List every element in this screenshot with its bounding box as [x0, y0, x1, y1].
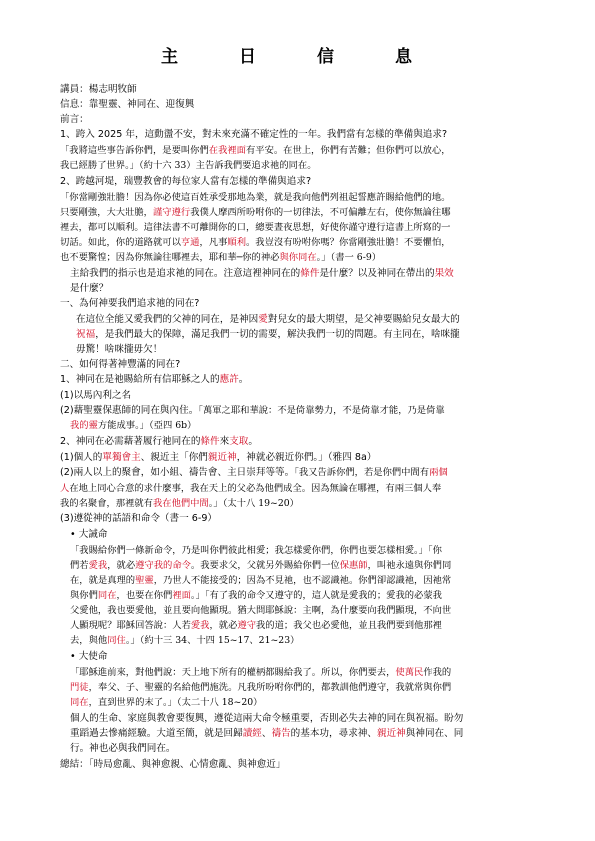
highlight-among-them: 我在他們中間	[152, 498, 209, 509]
highlight-condition: 條件	[300, 268, 320, 279]
conclusion-line-1: 個人的生命、家庭與教會要復興，遵從這兩大命令極重要，否則必失去神的同在與祝福。盼勿	[70, 713, 464, 724]
heading-why: 一、為何神要我們追求祂的同在?	[60, 298, 200, 309]
point-2: 2、跨越河堤，瑞豐教會的每位家人當有怎樣的準備與追求?	[60, 176, 312, 187]
highlight-success: 順利	[227, 237, 246, 248]
conclusion-line-3: 行。神也必與我們同在。	[70, 743, 176, 754]
how-point-2-sub-1: (1)個人的單獨會主、親近主「你們親近神，神就必親近你們。」（雅四 8a）	[60, 452, 377, 463]
quote-matthew-18-line-1: 人在地上同心合意的求什麼事，我在天上的父必為他們成全。因為無論在哪裡，有兩三個人奉	[60, 483, 442, 494]
how-point-2-sub-2: (2)兩人以上的聚會，如小組、禱告會、主日崇拜等等。「我又告訴你們，若是你們中間有兩個	[60, 467, 448, 478]
bullet-great-commandment: • 大誡命	[70, 529, 108, 540]
highlight-dwell: 同住	[107, 635, 126, 646]
highlight-alone-with-lord: 單獨會主	[102, 452, 141, 463]
highlight-two: 兩個	[429, 467, 448, 478]
why-line-3: 毋驚！啥咪攏毋欠！	[76, 344, 163, 355]
quote-john-16-line-1: 「我將這些事告訴你們，是要叫你們在我裡面有平安。在世上，你們有苦難；但你們可以放心，	[60, 145, 451, 156]
highlight-with-you: 與你同在	[279, 252, 317, 263]
summary-line: 總結：「時局愈亂、與神愈親、心情愈亂、與神愈近」	[60, 759, 286, 770]
highlight-effect: 果效	[434, 268, 454, 279]
why-line-2: 祝福，是我們最大的保障，滿足我們一切的需要，解決我們一切的問題。有主同在，啥咪攏	[76, 329, 460, 340]
quote-joshua-line-3: 裡去，都可以順利。這律法書不可離開你的口，總要晝夜思想，好使你謹守遵行這書上所寫的一	[60, 222, 451, 233]
highlight-my-spirit: 我的靈	[70, 420, 98, 431]
highlight-read-bible: 讀經	[242, 728, 262, 739]
highlight-disciples: 門徒	[70, 682, 89, 693]
highlight-prosper: 亨通	[180, 237, 200, 248]
highlight-blessing: 祝福	[76, 329, 96, 340]
highlight-keep-commands: 遵守我的命令	[135, 560, 191, 571]
quote-matthew-18-line-2: 我的名聚會，那裡就有我在他們中間。」（太十八 19~20）	[60, 498, 299, 509]
point-1: 1、跨入 2025 年，這動盪不安，對未來充滿不確定性的一年。我們當有怎樣的準備與追求?	[60, 129, 448, 140]
highlight-love: 愛	[258, 314, 268, 325]
highlight-condition-2: 條件	[200, 436, 220, 447]
commandment-line-2: 們若愛我，就必遵守我的命令。我要求父，父就另外賜給你們一位保惠師，叫祂永遠與你們同	[70, 560, 452, 571]
quote-joshua-line-5: 也不要驚惶；因為你無論往哪裡去，耶和華─你的神必與你同在。」（書一 6-9）	[60, 252, 382, 263]
commission-line-3: 同在，直到世界的末了。」（太二十八 18~20）	[70, 697, 263, 708]
page-title: 主 日 信 息	[161, 47, 434, 67]
commandment-line-4: 與你們同在，也要在你們裡面。」「有了我的命令又遵守的，這人就是愛我的；愛我的必蒙我	[70, 590, 442, 601]
highlight-obey: 謹守遵行	[152, 207, 191, 218]
why-line-1: 在這位全能又愛我們的父神的同在，是神因愛對兒女的最大期望，是父神要賜給兒女最大的	[76, 314, 460, 325]
commandment-line-5: 父愛他，我也要愛他，並且要向他顯現。猶大問耶穌說：主啊，為什麼要向我們顯現，不向世	[70, 605, 452, 616]
highlight-draw-near: 親近神	[207, 452, 237, 463]
commandment-line-6: 人顯現呢？耶穌回答說：人若愛我，就必遵守我的道；我父也必愛他，並且我們要到他那裡	[70, 620, 442, 631]
message-title-line: 信息：靠聖靈、神同在、迎復興	[60, 99, 195, 110]
quote-joshua-line-2: 只要剛強，大大壯膽，謹守遵行我僕人摩西所吩咐你的一切律法，不可偏離左右，使你無論往哪	[60, 207, 451, 218]
highlight-in-me: 在我裡面	[208, 145, 246, 156]
quote-zechariah: 我的靈方能成事。」（亞四 6b）	[70, 420, 197, 431]
instruction-line-2: 是什麼？	[70, 283, 109, 294]
commandment-line-3: 在，就是真理的聖靈，乃世人不能接受的；因為不見祂，也不認識祂。你們卻認識祂，因祂常	[70, 575, 452, 586]
how-point-1-sub-2: (2)藉聖靈保惠師的同在與內住。「萬軍之耶和華說：不是倚靠勢力，不是倚靠才能，乃是倚靠	[60, 405, 445, 416]
commandment-line-1: 「我賜給你們一條新命令，乃是叫你們彼此相愛；我怎樣愛你們，你們也要怎樣相愛。」「你	[70, 545, 442, 556]
how-point-1-sub-1: (1)以馬內利之名	[60, 390, 132, 401]
speaker-line: 講員：楊志明牧師	[60, 84, 137, 95]
bullet-great-commission: • 大使命	[70, 651, 108, 662]
highlight-holy-spirit: 聖靈	[135, 575, 154, 586]
quote-john-16-line-2: 我已經勝了世界。」（約十六 33）主告訴我們要追求祂的同在。	[60, 160, 317, 171]
highlight-draw-near-god: 親近神	[377, 728, 406, 739]
highlight-all-nations: 使萬民	[395, 667, 424, 678]
commission-line-1: 「耶穌進前來，對他們說：天上地下所有的權柄都賜給我了。所以，你們要去，使萬民作我的	[70, 667, 452, 678]
preface-label: 前言：	[60, 114, 89, 125]
how-point-2: 2、神同在必需藉著履行祂同在的條件來支取。	[60, 436, 258, 447]
how-point-2-sub-3: (3)遵從神的話語和命令（書一 6-9）	[60, 513, 218, 524]
heading-how: 二、如何得著神豐滿的同在?	[60, 359, 181, 370]
instruction-line-1: 主給我們的指示也是追求祂的同在。注意這裡神同在的條件是什麼？以及神同在帶出的果效	[70, 268, 454, 279]
highlight-promise: 應許	[219, 374, 239, 385]
quote-joshua-line-1: 「你當剛強壯膽！因為你必使這百姓承受那地為業，就是我向他們列祖起誓應許賜給他們的地。	[60, 192, 451, 203]
conclusion-line-2: 重蹈過去慘痛經驗。大道至簡，就是回歸讀經、禱告的基本功，尋求神、親近神與神同在、同	[70, 728, 464, 739]
quote-joshua-line-4: 切話。如此，你的道路就可以亨通，凡事順利。我豈沒有吩咐你嗎？你當剛強壯膽！不要懼怕，	[60, 237, 451, 248]
highlight-claim: 支取	[229, 436, 249, 447]
how-point-1: 1、神同在是祂賜給所有信耶穌之人的應許。	[60, 374, 249, 385]
commission-line-2: 門徒，奉父、子、聖靈的名給他們施洗。凡我所吩咐你們的，都教訓他們遵守，我就常與你們	[70, 682, 452, 693]
commandment-line-7: 去，與他同住。」（約十三 34、十四 15~17、21~23）	[70, 635, 300, 646]
highlight-comforter: 保惠師	[339, 560, 368, 571]
highlight-pray: 禱告	[271, 728, 291, 739]
